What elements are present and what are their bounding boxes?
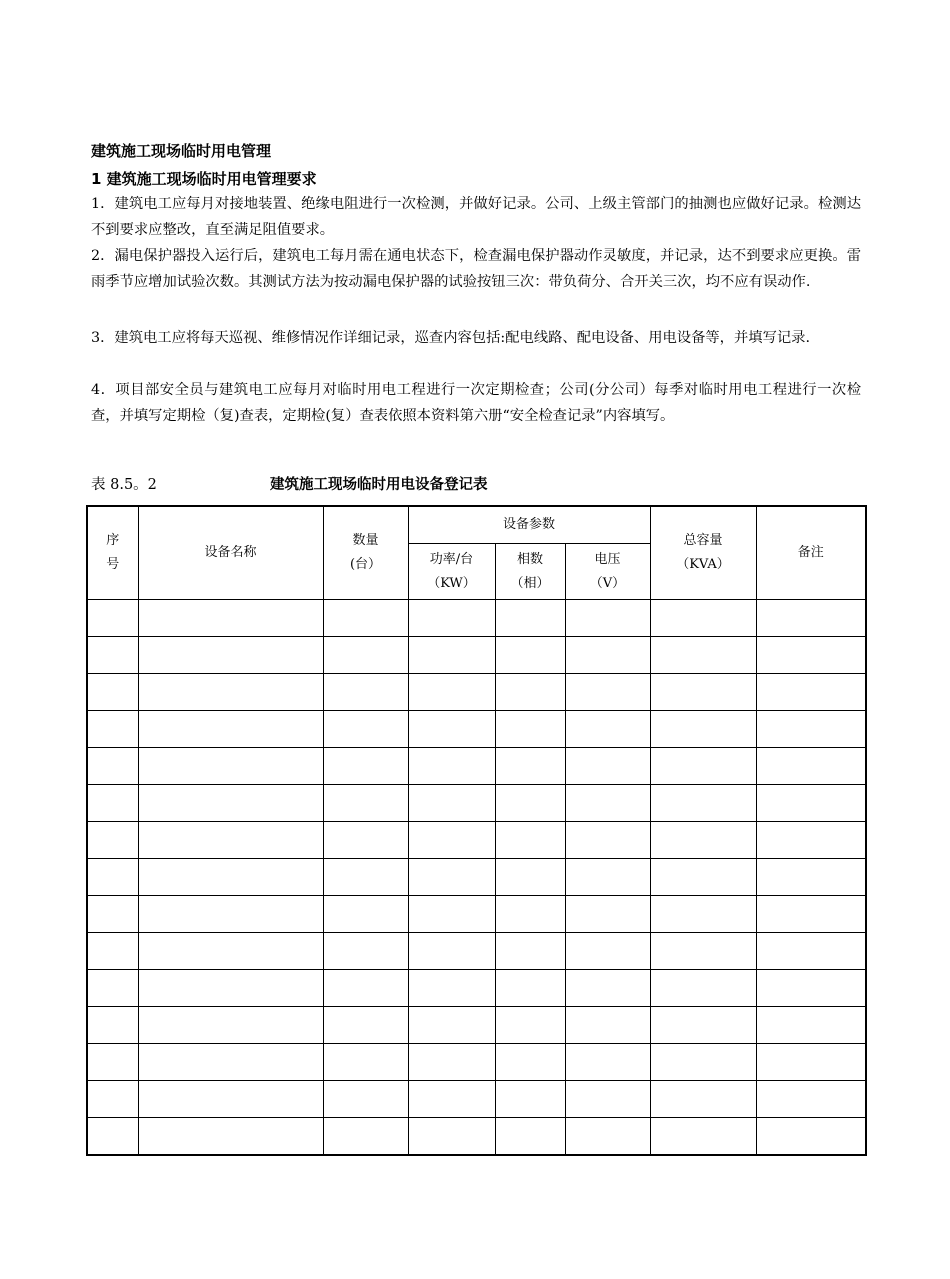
table-cell: [323, 933, 408, 970]
table-number: 表 8.5。2: [91, 477, 157, 493]
table-cell: [650, 785, 756, 822]
paragraph-2: 2．漏电保护器投入运行后，建筑电工每月需在通电状态下，检查漏电保护器动作灵敏度，并记录，达不到要求应更换。雷雨季节应增加试验次数。其测试方法为按动漏电保护器的试验按钮三次：带负荷分、合开关三次，均不应有误动作.: [91, 248, 861, 290]
table-row: [87, 637, 866, 674]
document-title: 建筑施工现场临时用电管理: [91, 142, 272, 160]
table-cell: [565, 1118, 650, 1156]
table-cell: [756, 933, 866, 970]
header-seq-line2: 号: [106, 557, 120, 572]
table-row: [87, 970, 866, 1007]
table-cell: [408, 785, 495, 822]
table-row: [87, 1007, 866, 1044]
table-cell: [756, 674, 866, 711]
table-cell: [138, 748, 323, 785]
table-cell: [408, 600, 495, 637]
table-cell: [756, 896, 866, 933]
table-cell: [495, 785, 565, 822]
table-cell: [138, 1044, 323, 1081]
table-cell: [408, 1044, 495, 1081]
table-cell: [650, 711, 756, 748]
header-power-line1: 功率/台: [429, 551, 474, 567]
table-cell: [408, 933, 495, 970]
table-cell: [756, 600, 866, 637]
table-cell: [565, 748, 650, 785]
table-cell: [408, 748, 495, 785]
header-voltage: [565, 544, 650, 600]
header-phase-line1: 相数: [516, 551, 543, 567]
table-cell: [650, 674, 756, 711]
header-params-label: 设备参数: [502, 517, 555, 532]
table-cell: [323, 1044, 408, 1081]
header-total-line2: （KVA）: [676, 557, 730, 572]
table-cell: [323, 785, 408, 822]
header-qty-line1: 数量: [352, 533, 379, 548]
paragraph-3: 3．建筑电工应将每天巡视、维修情况作详细记录，巡查内容包括:配电线路、配电设备、用电设备等，并填写记录.: [91, 330, 810, 346]
table-row: [87, 859, 866, 896]
header-total-line1: 总容量: [683, 533, 723, 548]
paragraph-4: 4．项目部安全员与建筑电工应每月对临时用电工程进行一次定期检查；公司(分公司）每季对临时用电工程进行一次检查，并填写定期检（复)查表，定期检(复）查表依照本资料第六册“安全检查记录”内容填写。: [91, 382, 861, 424]
header-phase: [495, 544, 565, 600]
table-cell: [565, 933, 650, 970]
header-power-line2: （KW）: [427, 575, 476, 591]
table-cell: [87, 748, 138, 785]
table-row: [87, 785, 866, 822]
table-cell: [323, 674, 408, 711]
table-cell: [323, 637, 408, 674]
table-cell: [495, 933, 565, 970]
table-cell: [138, 711, 323, 748]
table-cell: [138, 1007, 323, 1044]
table-cell: [87, 674, 138, 711]
table-cell: [495, 822, 565, 859]
table-cell: [495, 896, 565, 933]
table-cell: [323, 970, 408, 1007]
table-row: [87, 674, 866, 711]
table-cell: [565, 896, 650, 933]
table-cell: [87, 785, 138, 822]
header-qty-line2: (台）: [349, 557, 382, 572]
table-cell: [756, 970, 866, 1007]
table-cell: [650, 1007, 756, 1044]
table-cell: [87, 1007, 138, 1044]
table-cell: [87, 822, 138, 859]
table-cell: [650, 637, 756, 674]
table-cell: [565, 600, 650, 637]
table-cell: [650, 1081, 756, 1118]
table-cell: [323, 822, 408, 859]
table-cell: [138, 600, 323, 637]
table-cell: [87, 1081, 138, 1118]
table-cell: [323, 748, 408, 785]
header-name: [138, 506, 323, 600]
table-row: [87, 1081, 866, 1118]
table-cell: [565, 785, 650, 822]
table-cell: [495, 970, 565, 1007]
table-cell: [138, 822, 323, 859]
header-voltage-line1: 电压: [594, 551, 621, 567]
table-cell: [756, 711, 866, 748]
table-cell: [565, 674, 650, 711]
header-power: [408, 544, 495, 600]
table-cell: [87, 859, 138, 896]
table-cell: [756, 1118, 866, 1156]
table-cell: [650, 970, 756, 1007]
header-total: [650, 506, 756, 600]
table-cell: [408, 637, 495, 674]
table-cell: [650, 896, 756, 933]
table-cell: [323, 1081, 408, 1118]
table-cell: [138, 637, 323, 674]
table-cell: [323, 1007, 408, 1044]
table-cell: [495, 1081, 565, 1118]
table-cell: [87, 1044, 138, 1081]
header-voltage-line2: （V）: [589, 575, 626, 591]
table-cell: [565, 637, 650, 674]
table-cell: [756, 859, 866, 896]
table-title: 建筑施工现场临时用电设备登记表: [270, 477, 488, 493]
table-row: [87, 933, 866, 970]
table-cell: [87, 637, 138, 674]
equipment-register-table: [86, 505, 867, 1156]
table-cell: [408, 822, 495, 859]
header-seq-line1: 序: [106, 533, 120, 548]
table-cell: [495, 711, 565, 748]
paragraph-1: 1．建筑电工应每月对接地装置、绝缘电阻进行一次检测，并做好记录。公司、上级主管部门的抽测也应做好记录。检测达不到要求应整改，直至满足阻值要求。: [91, 196, 861, 238]
table-cell: [323, 1118, 408, 1156]
header-remark: [756, 506, 866, 600]
table-cell: [565, 1044, 650, 1081]
table-cell: [87, 933, 138, 970]
table-cell: [565, 1007, 650, 1044]
header-remark-label: 备注: [797, 545, 824, 560]
table-cell: [756, 1081, 866, 1118]
table-cell: [756, 822, 866, 859]
table-cell: [565, 970, 650, 1007]
table-cell: [565, 711, 650, 748]
table-cell: [495, 1007, 565, 1044]
table-cell: [408, 674, 495, 711]
header-name-label: 设备名称: [204, 545, 257, 560]
header-phase-line2: （相）: [510, 575, 550, 591]
table-row: [87, 748, 866, 785]
table-cell: [408, 1007, 495, 1044]
table-row: [87, 1044, 866, 1081]
table-cell: [650, 1118, 756, 1156]
table-cell: [495, 1118, 565, 1156]
table-cell: [87, 600, 138, 637]
table-row: [87, 711, 866, 748]
table-row: [87, 1118, 866, 1156]
table-cell: [138, 674, 323, 711]
table-row: [87, 896, 866, 933]
table-cell: [756, 1007, 866, 1044]
table-cell: [495, 748, 565, 785]
table-cell: [323, 896, 408, 933]
section-heading: 1 建筑施工现场临时用电管理要求: [91, 170, 317, 188]
table-cell: [87, 711, 138, 748]
table-cell: [138, 859, 323, 896]
table-cell: [408, 711, 495, 748]
table-cell: [495, 600, 565, 637]
table-cell: [565, 859, 650, 896]
table-cell: [87, 1118, 138, 1156]
table-cell: [756, 637, 866, 674]
table-header-row: [87, 506, 866, 544]
header-qty: [323, 506, 408, 600]
table-cell: [408, 859, 495, 896]
table-cell: [323, 711, 408, 748]
header-params: [408, 506, 650, 544]
table-cell: [138, 1081, 323, 1118]
table-cell: [138, 785, 323, 822]
table-cell: [650, 859, 756, 896]
table-cell: [408, 1118, 495, 1156]
table-cell: [650, 822, 756, 859]
table-cell: [495, 1044, 565, 1081]
table-cell: [408, 896, 495, 933]
table-cell: [408, 970, 495, 1007]
table-cell: [495, 674, 565, 711]
table-cell: [138, 896, 323, 933]
table-cell: [650, 600, 756, 637]
table-cell: [495, 637, 565, 674]
table-cell: [756, 748, 866, 785]
table-cell: [323, 859, 408, 896]
table-cell: [565, 822, 650, 859]
table-row: [87, 822, 866, 859]
table-cell: [323, 600, 408, 637]
table-cell: [756, 785, 866, 822]
table-cell: [138, 1118, 323, 1156]
table-cell: [87, 896, 138, 933]
table-cell: [650, 933, 756, 970]
table-cell: [650, 748, 756, 785]
table-cell: [87, 970, 138, 1007]
table-cell: [495, 859, 565, 896]
header-seq: [87, 506, 138, 600]
table-cell: [138, 933, 323, 970]
table-cell: [565, 1081, 650, 1118]
table-cell: [650, 1044, 756, 1081]
table-cell: [138, 970, 323, 1007]
table-cell: [408, 1081, 495, 1118]
table-row: [87, 600, 866, 637]
table-cell: [756, 1044, 866, 1081]
